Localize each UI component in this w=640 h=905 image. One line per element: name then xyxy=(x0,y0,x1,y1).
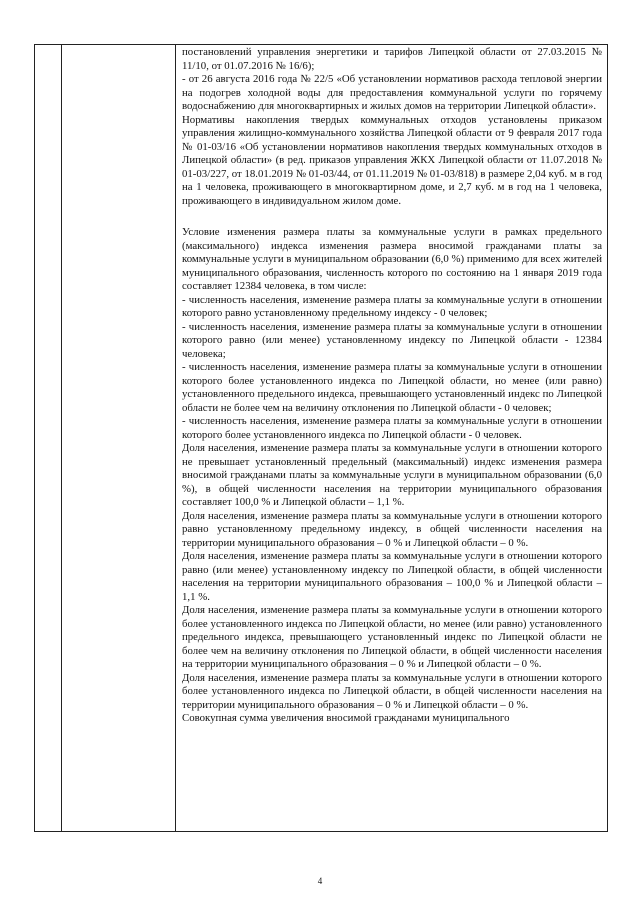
paragraph: Доля населения, изменение размера платы за коммунальные услуги в отношении которого более установленного индекса по Липецкой области, в общей численности населения на территории муниципального образования – 0 % и Липецкой области – 0 %. xyxy=(182,671,602,711)
paragraph: Доля населения, изменение размера платы за коммунальные услуги в отношении которого равно установленному предельному индексу, в общей численности населения на территории муниципального образования – 0 % и Липецкой области – 0 %. xyxy=(182,509,602,549)
document-table xyxy=(34,44,608,832)
paragraph: - численность населения, изменение размера платы за коммунальные услуги в отношении которого более установленного индекса по Липецкой области, но менее (или равно) установленного предельного индекса, превышающего установленный индекс по Липецкой области не более чем на величину отклонения по Липецкой области - 0 человек; xyxy=(182,361,602,414)
page-number: 4 xyxy=(317,876,323,886)
paragraph: постановлений управления энергетики и тарифов Липецкой области от 27.03.2015 № 11/10, от 01.07.2016 № 16/6); xyxy=(182,46,602,72)
text-cell xyxy=(182,46,602,726)
paragraph: Совокупная сумма увеличения вносимой гражданами муниципального xyxy=(182,712,510,724)
paragraph: - численность населения, изменение размера платы за коммунальные услуги в отношении которого более установленного индекса по Липецкой области - 0 человек. xyxy=(182,415,602,441)
paragraph: - от 26 августа 2016 года № 22/5 «Об установлении нормативов расхода тепловой энергии на подогрев холодной воды для предоставления коммунальной услуги по горячему водоснабжению для многоквартирных и жилых домов на территории Липецкой области». xyxy=(182,73,602,112)
paragraph: Доля населения, изменение размера платы за коммунальные услуги в отношении которого более установленного индекса по Липецкой области, но менее (или равно) установленного предельного индекса, превышающего установленный индекс по Липецкой области не более чем на величину отклонения по Липецкой области, в общей численности населения на территории муниципального образования – 0 % и Липецкой области – 0 %. xyxy=(182,604,602,670)
paragraph-gap xyxy=(182,208,602,226)
paragraph: Доля населения, изменение размера платы за коммунальные услуги в отношении которого не превышает установленный предельный (максимальный) индекс изменения размера вносимой гражданами платы за коммунальные услуги в муниципальном образовании (6,0 %), в общей численности населения на территории муниципального образования составляет 100,0 % и Липецкой области – 1,1 %. xyxy=(182,442,602,508)
table-column-divider-2 xyxy=(175,45,176,831)
paragraph: Условие изменения размера платы за коммунальные услуги в рамках предельного (максимального) индекса изменения размера вносимой гражданами платы за коммунальные услуги в муниципальном образовании (6,0 %) применимо для всех жителей муниципального образования, численность которого по состоянию на 1 января 2019 года составляет 12384 человека, в том числе: xyxy=(182,226,602,292)
paragraph: Доля населения, изменение размера платы за коммунальные услуги в отношении которого равно (или менее) установленному индексу по Липецкой области, в общей численности населения на территории муниципального образования – 100,0 % и Липецкой области – 1,1 %. xyxy=(182,550,602,603)
paragraph: - численность населения, изменение размера платы за коммунальные услуги в отношении которого равно (или менее) установленному индексу по Липецкой области - 12384 человека; xyxy=(182,320,602,360)
paragraph: - численность населения, изменение размера платы за коммунальные услуги в отношении которого равно установленному предельному индексу - 0 человек; xyxy=(182,293,602,319)
paragraph: Нормативы накопления твердых коммунальных отходов установлены приказом управления жилищно-коммунального хозяйства Липецкой области от 9 февраля 2017 года № 01-03/16 «Об установлении нормативов накопления твердых коммунальных отходов в Липецкой области» (в ред. приказов управления ЖКХ Липецкой области от 11.07.2018 № 01-03/227, от 18.01.2019 № 01-03/44, от 01.11.2019 № 01-03/818) в размере 2,04 куб. м в год на 1 человека, проживающего в многоквартирном доме, и 2,7 куб. м в год на 1 человека, проживающего в индивидуальном жилом доме. xyxy=(182,113,602,207)
table-column-divider-1 xyxy=(61,45,62,831)
